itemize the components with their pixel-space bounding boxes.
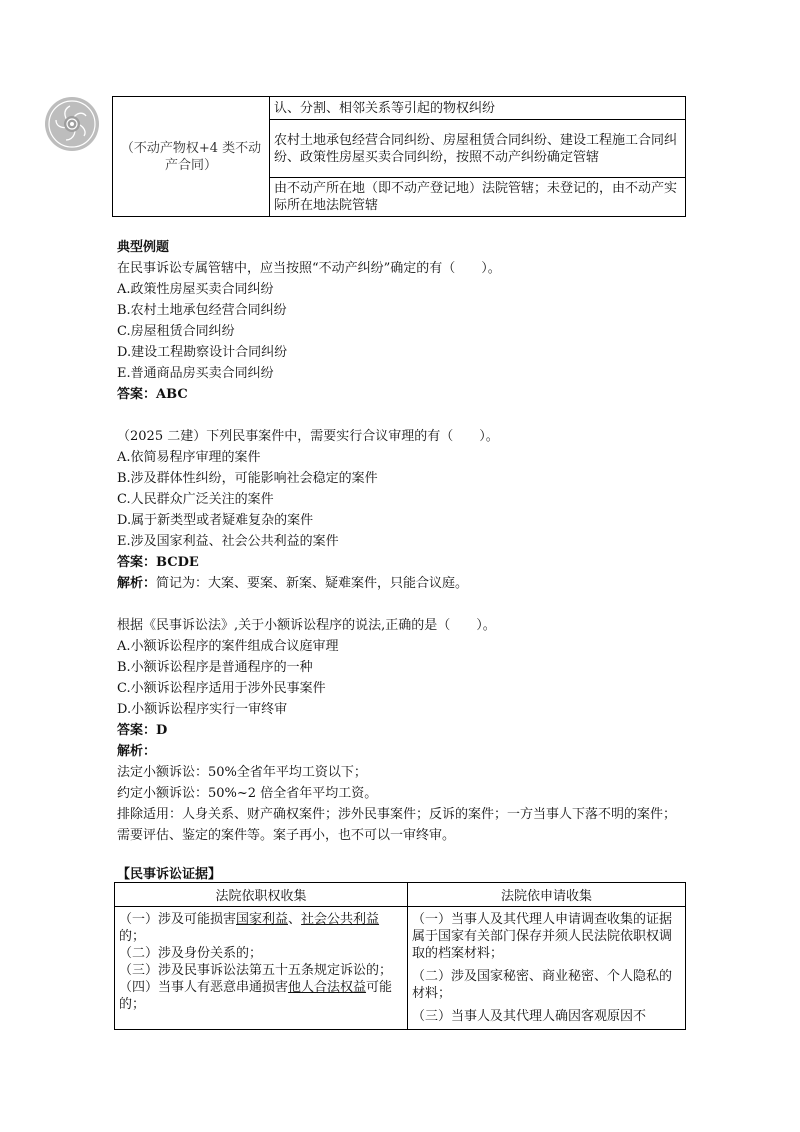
section-title: 典型例题 — [117, 240, 170, 255]
analysis-text: 简记为：大案、要案、新案、疑难案件，只能合议庭。 — [156, 576, 469, 591]
answer: 答案：BCDE — [117, 555, 199, 570]
analysis-label: 解析： — [117, 576, 157, 591]
list-item: （一）涉及可能损害国家利益、社会公共利益的； — [119, 912, 380, 944]
question-stem: 在民事诉讼专属管辖中，应当按照“不动产纠纷”确定的有（ ）。 — [117, 261, 501, 276]
analysis-line: 约定小额诉讼：50%~2 倍全省年平均工资。 — [117, 786, 378, 801]
analysis-line: 法定小额诉讼：50%全省年平均工资以下； — [117, 765, 367, 780]
table-row: 认、分割、相邻关系等引起的物权纠纷 — [270, 97, 686, 120]
table-row: 农村土地承包经营合同纠纷、房屋租赁合同纠纷、建设工程施工合同纠纷、政策性房屋买卖合同纠纷，按照不动产纠纷确定管辖 — [270, 120, 686, 178]
option: A.政策性房屋买卖合同纠纷 — [117, 282, 274, 297]
ex-officio-cell — [115, 907, 408, 1030]
option: A.依简易程序审理的案件 — [117, 450, 261, 465]
option: B.小额诉讼程序是普通程序的一种 — [117, 660, 313, 675]
option: E.普通商品房买卖合同纠纷 — [117, 366, 274, 381]
table-row: 由不动产所在地（即不动产登记地）法院管辖；未登记的，由不动产实际所在地法院管辖 — [270, 178, 686, 217]
question-stem: （2025 二建）下列民事案件中，需要实行合议审理的有（ ）。 — [117, 429, 499, 444]
option: B.农村土地承包经营合同纠纷 — [117, 303, 287, 318]
option: D.小额诉讼程序实行一审终审 — [117, 702, 288, 717]
section-title: 【民事诉讼证据】 — [117, 867, 222, 882]
list-item: （一）当事人及其代理人申请调查收集的证据属于国家有关部门保存并须人民法院依职权调取的档案材料； — [412, 912, 673, 961]
option: E.涉及国家利益、社会公共利益的案件 — [117, 534, 339, 549]
list-item: （二）涉及身份关系的； — [119, 946, 263, 961]
analysis-line: 排除适用：人身关系、财产确权案件；涉外民事案件；反诉的案件；一方当事人下落不明的案件；需要评估、鉴定的案件等。案子再小，也不可以一审终审。 — [117, 807, 677, 843]
option: C.房屋租赁合同纠纷 — [117, 324, 235, 339]
answer: 答案：D — [117, 723, 168, 738]
list-item: （三）当事人及其代理人确因客观原因不 — [412, 1009, 647, 1024]
evidence-collection-table — [114, 882, 686, 1030]
document-body — [117, 237, 687, 846]
option: C.小额诉讼程序适用于涉外民事案件 — [117, 681, 326, 696]
table-left-cell: （不动产物权+4 类不动产合同） — [113, 97, 270, 217]
logo-seal-icon — [44, 96, 100, 152]
column-header: 法院依申请收集 — [408, 883, 686, 907]
column-header: 法院依职权收集 — [115, 883, 408, 907]
answer: 答案：ABC — [117, 387, 188, 402]
option: D.属于新类型或者疑难复杂的案件 — [117, 513, 314, 528]
option: D.建设工程勘察设计合同纠纷 — [117, 345, 288, 360]
analysis — [117, 573, 687, 594]
option: A.小额诉讼程序的案件组成合议庭审理 — [117, 639, 339, 654]
list-item: （四）当事人有恶意串通损害他人合法权益可能的； — [119, 980, 393, 1012]
analysis-label: 解析： — [117, 744, 157, 759]
list-item: （三）涉及民事诉讼法第五十五条规定诉讼的； — [119, 963, 393, 978]
option: B.涉及群体性纠纷，可能影响社会稳定的案件 — [117, 471, 378, 486]
option: C.人民群众广泛关注的案件 — [117, 492, 274, 507]
property-jurisdiction-table — [112, 96, 686, 217]
on-application-cell — [408, 907, 686, 1030]
list-item: （二）涉及国家秘密、商业秘密、个人隐私的材料； — [412, 969, 673, 1001]
question-stem: 根据《民事诉讼法》,关于小额诉讼程序的说法,正确的是（ ）。 — [117, 618, 496, 633]
